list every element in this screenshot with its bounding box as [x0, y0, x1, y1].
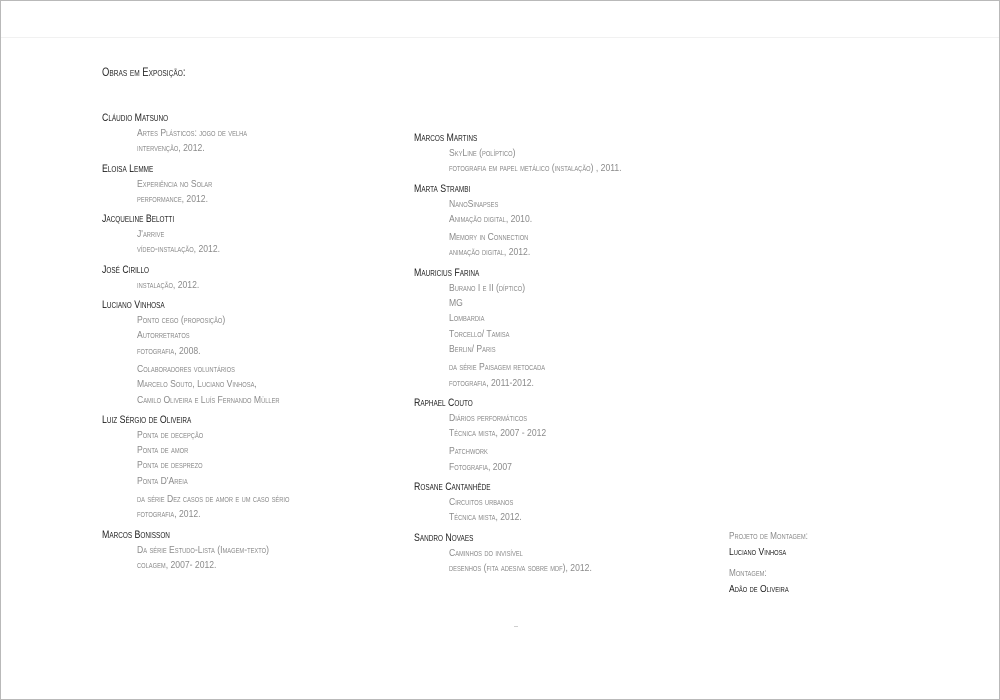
work-line: Fotografia, 2007 [449, 460, 512, 473]
artist-name: José Cirillo [102, 263, 149, 276]
work-line: animação digital, 2012. [449, 246, 531, 259]
artist-name: Marta Strambi [414, 182, 471, 195]
artist-name: Mauricius Farina [414, 266, 480, 279]
work-line: Burano I e II (díptico) [449, 281, 526, 294]
work-line: vídeo-instalação, 2012. [137, 243, 220, 256]
artist-name: Marcos Martins [414, 132, 478, 144]
artist-name: Cláudio Matsuno [102, 112, 169, 124]
work-line: Berlin/ Paris [449, 342, 496, 355]
work-line: Memory in Connection [449, 231, 529, 244]
work-line: Técnica mista, 2007 - 2012 [449, 427, 547, 440]
credit-name: Luciano Vinhosa [729, 546, 787, 558]
work-line: Autorretratos [137, 329, 190, 342]
work-line: fotografia em papel metálico (instalação) , 2011. [449, 162, 622, 175]
work-line: SkyLine (políptico) [449, 147, 516, 159]
work-line: da série Paisagem retocada [449, 361, 546, 374]
work-line: performance, 2012. [137, 192, 208, 205]
work-line: Técnica mista, 2012. [449, 511, 522, 524]
work-line: Ponta D'Areia [137, 474, 188, 487]
work-line: Lombardia [449, 312, 485, 325]
work-line: Circuitos urbanos [449, 496, 514, 509]
work-line: Camilo Oliveira e Luís Fernando Müller [137, 393, 280, 406]
page-heading: Obras em Exposição: [102, 67, 186, 79]
work-line: Da série Estudo-Lista (Imagem-texto) [137, 543, 269, 556]
work-line: Experiência no Solar [137, 177, 213, 190]
work-line: J'arrive [137, 228, 165, 241]
work-line: fotografia, 2008. [137, 344, 201, 357]
work-line: Animação digital, 2010. [449, 212, 533, 225]
artist-name: Eloisa Lemme [102, 162, 154, 175]
work-line: Ponta de desprezo [137, 459, 203, 472]
work-line: Colaboradores voluntários [137, 362, 235, 375]
credit-label: Projeto de Montagem: [729, 531, 808, 542]
work-line: Diários performáticos [449, 411, 528, 424]
artist-entry [414, 396, 659, 475]
work-line: desenhos (fita adesiva sobre mdf), 2012. [449, 561, 592, 574]
artist-entry [414, 266, 659, 391]
artist-entry [414, 182, 659, 261]
artist-name: Luciano Vinhosa [102, 299, 165, 312]
work-line: da série Dez casos de amor e um caso sério [137, 493, 290, 506]
work-line: Torcello/ Tamisa [449, 327, 510, 340]
work-line: fotografia, 2011-2012. [449, 376, 534, 389]
work-line: instalação, 2012. [137, 278, 200, 291]
artist-entry [102, 528, 323, 574]
work-line: Ponta de amor [137, 444, 189, 457]
credit-label: Montagem: [729, 568, 767, 579]
artist-entry [102, 298, 323, 408]
credit-name: Adão de Oliveira [729, 583, 789, 595]
page-mark [514, 626, 518, 627]
top-divider [1, 37, 999, 38]
work-line: Ponta de decepção [137, 428, 204, 441]
work-line: colagem, 2007- 2012. [137, 558, 217, 571]
work-line: MG [449, 297, 463, 310]
artist-entry [102, 212, 323, 258]
artist-column-2 [414, 131, 659, 581]
artist-name: Sandro Novaes [414, 531, 474, 544]
artist-entry [414, 531, 659, 577]
work-line: fotografia, 2012. [137, 508, 201, 521]
artist-entry [414, 131, 659, 177]
artist-name: Marcos Bonisson [102, 528, 170, 541]
artist-name: Luiz Sérgio de Oliveira [102, 413, 192, 426]
work-line: Marcelo Souto, Luciano Vinhosa, [137, 378, 257, 391]
artist-entry [102, 263, 323, 293]
work-line: Artes Plásticos: jogo de velha [137, 127, 248, 139]
artist-entry [102, 413, 323, 523]
work-line: intervenção, 2012. [137, 142, 205, 155]
work-line: Patchwork [449, 445, 488, 458]
artist-entry [102, 162, 323, 208]
artist-column-1 [102, 111, 323, 578]
artist-name: Rosane Cantanhêde [414, 481, 491, 494]
credits-column [729, 530, 825, 604]
work-line: Ponto cego (proposição) [137, 314, 226, 327]
work-line: NanoSinapses [449, 197, 499, 210]
artist-name: Jacqueline Belotti [102, 213, 175, 226]
work-line: Caminhos do invisível [449, 546, 523, 559]
artist-entry [414, 480, 659, 526]
artist-name: Raphael Couto [414, 396, 473, 409]
artist-entry [102, 111, 323, 157]
